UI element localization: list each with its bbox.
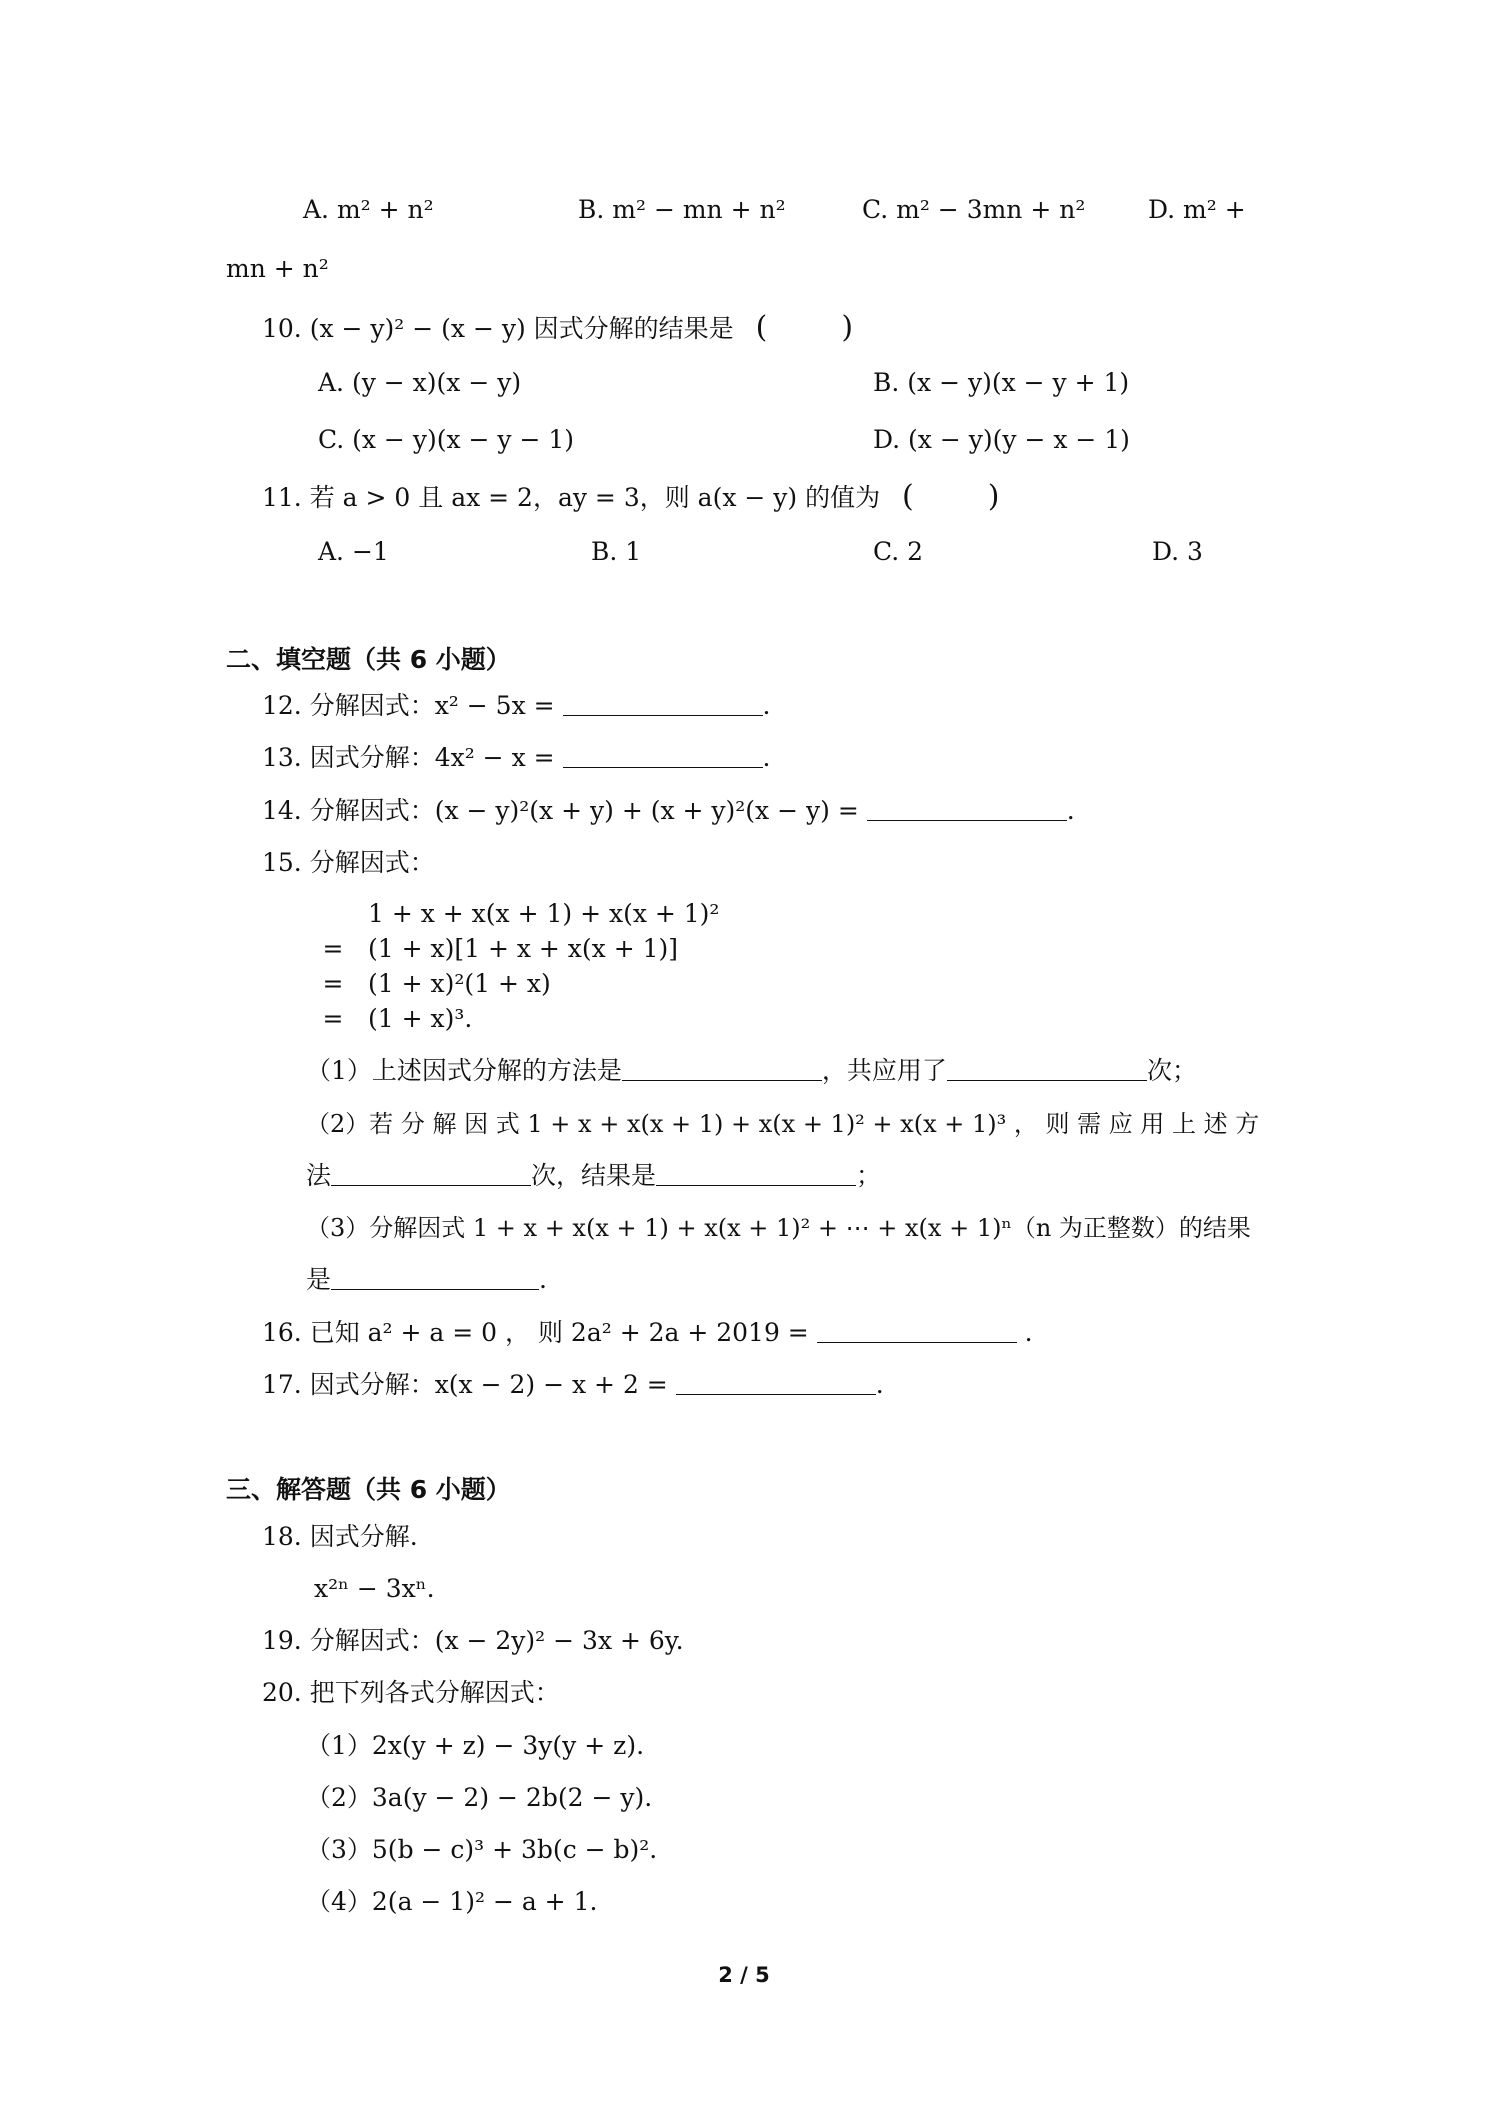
q15-part-3-blank — [331, 1263, 539, 1290]
q13-end: . — [762, 743, 771, 772]
q15-part-1-c: 次； — [1146, 1056, 1197, 1085]
q10-option-b: B. (x − y)(x − y + 1) — [873, 368, 1130, 397]
q15-part-2-d: ； — [856, 1161, 882, 1190]
q11-paren-open: ( — [902, 479, 914, 514]
q14-blank — [867, 794, 1067, 821]
q15-part-2-b: 法 — [306, 1161, 332, 1190]
q10-option-a: A. (y − x)(x − y) — [318, 368, 522, 397]
q18-stem: 18. 因式分解. — [262, 1522, 418, 1551]
q10-stem — [262, 311, 853, 346]
q15-line-1-expr: 1 + x + x(x + 1) + x(x + 1)² — [368, 899, 720, 928]
q11-option-b: B. 1 — [591, 537, 642, 566]
q11-stem — [262, 480, 999, 515]
q12-end: . — [762, 691, 771, 720]
q15-part-2-line-1: （2）若 分 解 因 式 1 + x + x(x + 1) + x(x + 1)² + x(x + 1)³ ， 则 需 应 用 上 述 方 — [306, 1110, 1260, 1138]
q15-part-1-b: ，共应用了 — [821, 1056, 947, 1085]
q16-end: . — [1016, 1318, 1033, 1347]
q16-blank — [817, 1316, 1017, 1343]
q15-part-3-b: 是 — [306, 1265, 332, 1294]
q13 — [262, 741, 770, 775]
q15-part-3-line-2 — [306, 1263, 547, 1297]
q15-part-1-blank-2 — [947, 1054, 1147, 1081]
q15-part-3-c: . — [539, 1265, 547, 1294]
q20-stem: 20. 把下列各式分解因式： — [262, 1678, 560, 1707]
q15-line-4-sign: = — [322, 1004, 344, 1033]
q15-part-1 — [306, 1054, 1197, 1088]
q14 — [262, 794, 1075, 828]
q14-end: . — [1066, 796, 1075, 825]
q17-text: 17. 因式分解：x(x − 2) − x + 2 = — [262, 1370, 676, 1399]
q20-part-4: （4）2(a − 1)² − a + 1. — [306, 1887, 598, 1916]
q15-line-2-expr: (1 + x)[1 + x + x(x + 1)] — [368, 934, 678, 963]
q11-option-c: C. 2 — [873, 537, 924, 566]
section-2-title: 二、填空题（共 6 小题） — [226, 645, 511, 674]
q18-expression: x²ⁿ − 3xⁿ. — [314, 1574, 435, 1603]
q19: 19. 分解因式：(x − 2y)² − 3x + 6y. — [262, 1626, 684, 1655]
q20-part-2: （2）3a(y − 2) − 2b(2 − y). — [306, 1783, 653, 1812]
q15-line-2-sign: = — [322, 934, 344, 963]
q12-blank — [563, 689, 763, 716]
q20-part-3: （3）5(b − c)³ + 3b(c − b)². — [306, 1835, 658, 1864]
q10-paren-close: ) — [841, 310, 854, 345]
q15-part-1-a: （1）上述因式分解的方法是 — [306, 1056, 622, 1085]
section-3-title: 三、解答题（共 6 小题） — [226, 1475, 511, 1504]
q17-blank — [676, 1368, 876, 1395]
q16-text: 16. 已知 a² + a = 0 ， 则 2a² + 2a + 2019 = — [262, 1318, 817, 1347]
q11-option-d: D. 3 — [1152, 537, 1203, 566]
q17 — [262, 1368, 884, 1402]
q9-option-d-continued: mn + n² — [226, 254, 329, 283]
q11-option-a: A. −1 — [318, 537, 389, 566]
q20-part-1: （1）2x(y + z) − 3y(y + z). — [306, 1731, 645, 1760]
q9-option-a: A. m² + n² — [303, 195, 434, 224]
q14-text: 14. 分解因式：(x − y)²(x + y) + (x + y)²(x − y) = — [262, 796, 867, 825]
q15-line-3-expr: (1 + x)²(1 + x) — [368, 969, 551, 998]
q15-part-2-blank-1 — [331, 1159, 531, 1186]
q15-part-1-blank-1 — [622, 1054, 822, 1081]
q15-line-4-expr: (1 + x)³. — [368, 1004, 473, 1033]
q9-option-d: D. m² + — [1148, 195, 1246, 224]
q9-option-c: C. m² − 3mn + n² — [862, 195, 1086, 224]
page-number: 2 / 5 — [718, 1963, 770, 1987]
q16 — [262, 1316, 1033, 1350]
q10-option-d: D. (x − y)(y − x − 1) — [873, 425, 1130, 454]
q17-end: . — [875, 1370, 884, 1399]
q13-blank — [563, 741, 763, 768]
q15-line-3-sign: = — [322, 969, 344, 998]
q10-stem-text: 10. (x − y)² − (x − y) 因式分解的结果是 — [262, 314, 734, 343]
q15-part-3-line-1: （3）分解因式 1 + x + x(x + 1) + x(x + 1)² + ⋯ + x(x + 1)ⁿ（n 为正整数）的结果 — [306, 1214, 1251, 1242]
q11-paren-close: ) — [987, 479, 1000, 514]
q13-text: 13. 因式分解：4x² − x = — [262, 743, 563, 772]
q12-text: 12. 分解因式：x² − 5x = — [262, 691, 563, 720]
q12 — [262, 689, 770, 723]
q10-option-c: C. (x − y)(x − y − 1) — [318, 425, 575, 454]
q15-part-2-line-2 — [306, 1159, 881, 1193]
q15-part-2-blank-2 — [656, 1159, 856, 1186]
q15-stem: 15. 分解因式： — [262, 848, 435, 877]
q11-stem-text: 11. 若 a > 0 且 ax = 2，ay = 3，则 a(x − y) 的值为 — [262, 483, 881, 512]
q15-part-2-c: 次，结果是 — [531, 1161, 657, 1190]
q9-option-b: B. m² − mn + n² — [578, 195, 786, 224]
q10-paren-open: ( — [755, 310, 768, 345]
